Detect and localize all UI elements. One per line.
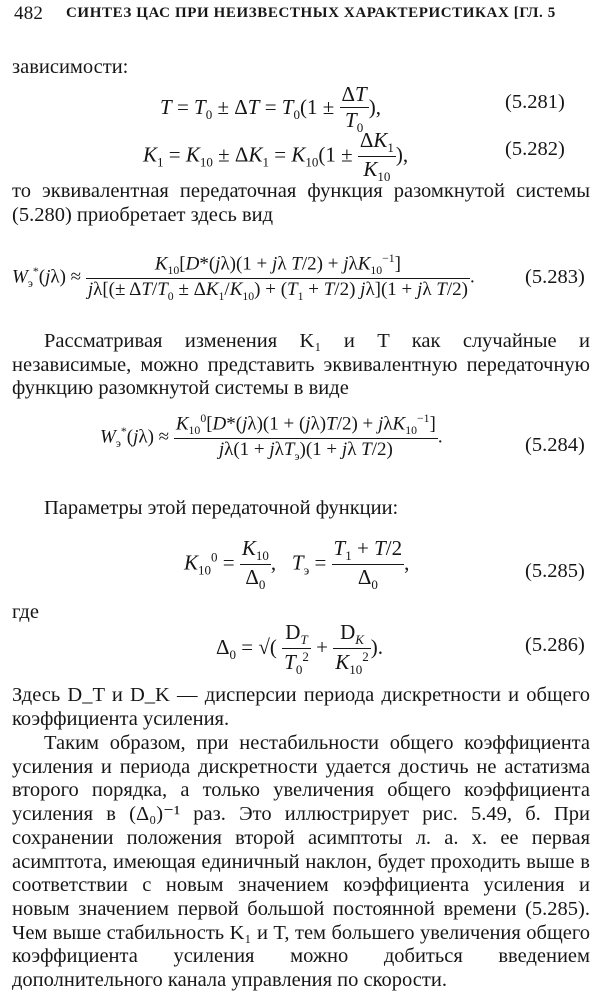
equation-5-282-number: (5.282) <box>505 138 565 160</box>
equation-5-283-body: $W_э^*(j\lambda)$ ≈ $\frac{K_{10}[D*(j\lambda)(1 + j\lambda T/2) + j\lambda K_{10}^{-1}]}{j\lambda[(\pm \Delta T/T_0 \pm \Delta K_1/K_{10}) + (T_1 + T/2) j\lambda](1 + j\lambda T/2)}$ . <box>12 252 475 303</box>
paragraph-conclusion: Таким образом, при нестабильности общего коэффициента усиления и периода дискретности удается достичь не астатизма второго порядка, а только увеличения общего коэффициента усиления в (Δ₀)⁻¹ раз. Это иллюстрирует рис. 5.49, б. При сохранении положения второй асимптоты л. а. х. ее первая асимптота, имеющая единичный наклон, будет проходить выше в соответствии с новым значением коэффициента усиления и новым значением первой большой постоянной времени (5.285). Чем выше стабильность K₁ и T, тем большего увеличения общего коэффициента усиления можно добиться введением дополнительного канала управления по скорости. <box>12 732 590 992</box>
equation-5-285 <box>0 528 600 600</box>
equation-5-284 <box>0 404 600 486</box>
running-title: СИНТЕЗ ЦАС ПРИ НЕИЗВЕСТНЫХ ХАРАКТЕРИСТИКАХ [ГЛ. 5 <box>66 5 556 21</box>
paragraph-where: где <box>12 601 39 623</box>
running-header <box>8 0 594 30</box>
equation-5-281 <box>0 78 600 136</box>
equation-5-281-body: $T = T_0 \pm \Delta T = T_0(1$ ± $\frac{\Delta T}{T_0}$ ), <box>160 82 381 136</box>
paragraph-variances: Здесь D_T и D_K — дисперсии периода дискретности и общего коэффициента усиления. <box>12 684 590 730</box>
equation-5-282 <box>0 124 600 185</box>
equation-5-284-body: $W_э^*(j\lambda)$ ≈ $\frac{K_{10}^0[D*(j\lambda)(1 + (j\lambda)T/2) + j\lambda K_{10}^{-1}]}{j\lambda(1 + j\lambda T_э)(1 + j\lambda T/2)}$ . <box>100 412 443 463</box>
equation-5-286 <box>0 612 600 680</box>
equation-5-286-body: $\Delta_0$ = √( $\frac{D_T}{T_0^2}$ + $\frac{D_K}{K_{10}^2}$ ). <box>216 620 384 678</box>
equation-5-283 <box>0 244 600 324</box>
equation-5-285-body: $K_{10}^0$ = $\frac{K_{10}}{\Delta_0}$ , $T_э$ = $\frac{T_1 + T/2}{\Delta_0}$ , <box>184 536 410 593</box>
equation-5-282-body: $K_1 = K_{10} \pm \Delta K_1 = K_{10}(1$ ± $\frac{\Delta K_1}{K_{10}}$ ), <box>143 128 409 185</box>
equation-5-286-number: (5.286) <box>525 634 585 656</box>
paragraph-intro: зависимости: <box>12 56 129 78</box>
equation-5-285-number: (5.285) <box>525 560 585 582</box>
equation-5-284-number: (5.284) <box>525 434 585 456</box>
equation-5-281-number: (5.281) <box>505 91 565 113</box>
paragraph-random-changes: Рассматривая изменения K₁ и T как случайные и независимые, можно представить эквивалентную передаточную функцию разомкнутой системы в виде <box>12 330 590 400</box>
equation-5-283-number: (5.283) <box>525 266 585 288</box>
paragraph-parameters: Параметры этой передаточной функции: <box>44 497 399 519</box>
page-number: 482 <box>14 3 44 24</box>
paragraph-transfer-intro: то эквивалентная передаточная функция разомкнутой системы (5.280) приобретает здесь вид <box>12 180 590 226</box>
